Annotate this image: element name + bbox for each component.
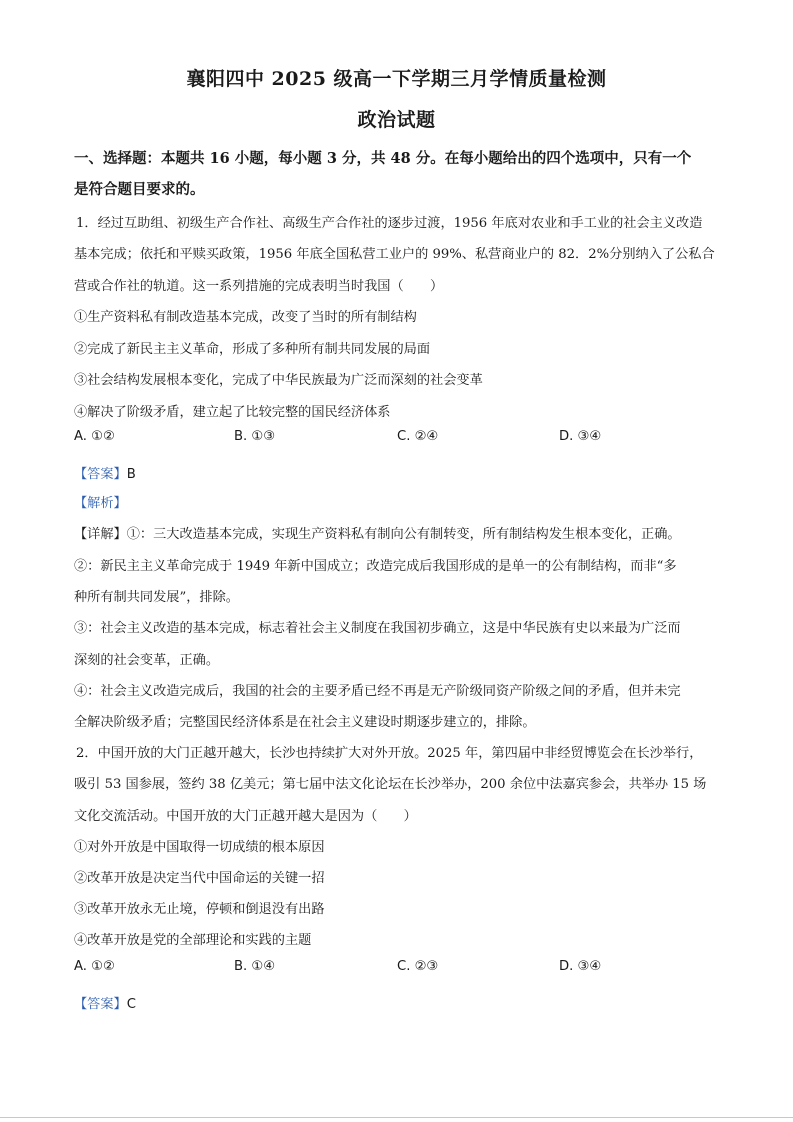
q2-answer-label: 【答案】	[74, 997, 127, 1012]
exam-title: 襄阳四中 2025 级高一下学期三月学情质量检测	[186, 68, 607, 90]
q1-option-b: B. ①③	[234, 429, 276, 444]
q1-detail-line-4: ③：社会主义改造的基本完成，标志着社会主义制度在我国初步确立，这是中华民族有史以来最为广泛而	[74, 621, 681, 636]
exam-subtitle: 政治试题	[357, 109, 436, 131]
q2-option-c: C. ②③	[397, 959, 439, 974]
q1-stem-line-3: 营或合作社的轨道。这一系列措施的完成表明当时我国（ ）	[74, 279, 444, 294]
q2-statement-2: ②改革开放是决定当代中国命运的关键一招	[74, 871, 325, 886]
q1-option-a: A. ①②	[74, 429, 115, 444]
q2-statement-1: ①对外开放是中国取得一切成绩的根本原因	[74, 840, 325, 855]
q2-stem-line-1: 2．中国开放的大门正越开越大，长沙也持续扩大对外开放。2025 年，第四届中非经贸博览会在长沙举行，	[76, 746, 703, 761]
q2-answer	[74, 993, 136, 1012]
q1-statement-3: ③社会结构发展根本变化，完成了中华民族最为广泛而深刻的社会变革	[74, 373, 483, 388]
q1-detail-line-5: 深刻的社会变革，正确。	[74, 653, 220, 668]
q2-answer-value: C	[126, 997, 136, 1012]
q1-detail-line-2: ②：新民主主义革命完成于 1949 年新中国成立；改造完成后我国形成的是单一的公有制结构，而非“多	[74, 559, 677, 574]
q1-analysis-heading	[74, 492, 127, 511]
q1-detail-line-6: ④：社会主义改造完成后，我国的社会的主要矛盾已经不再是无产阶级同资产阶级之间的矛盾，但并未完	[74, 684, 681, 699]
q2-stem-line-3: 文化交流活动。中国开放的大门正越开越大是因为（ ）	[74, 809, 417, 824]
q1-statement-1: ①生产资料私有制改造基本完成，改变了当时的所有制结构	[74, 310, 417, 325]
q1-answer	[74, 463, 136, 482]
q1-detail-text-1: ①：三大改造基本完成，实现生产资料私有制向公有制转变，所有制结构发生根本变化，正确。	[126, 527, 681, 542]
q1-detail-label: 【详解】	[74, 527, 127, 542]
q1-stem-line-1: 1．经过互助组、初级生产合作社、高级生产合作社的逐步过渡，1956 年底对农业和手工业的社会主义改造	[76, 216, 703, 231]
q2-statement-3: ③改革开放永无止境，停顿和倒退没有出路	[74, 902, 325, 917]
q1-detail-line-7: 全解决阶级矛盾；完整国民经济体系是在社会主义建设时期逐步建立的，排除。	[74, 715, 536, 730]
q2-stem-line-2: 吸引 53 国参展，签约 38 亿美元；第七届中法文化论坛在长沙举办，200 余位中法嘉宾参会，共举办 15 场	[74, 777, 707, 792]
q2-option-d: D. ③④	[559, 959, 602, 974]
q1-statement-2: ②完成了新民主主义革命，形成了多种所有制共同发展的局面	[74, 342, 431, 357]
q1-analysis-label: 【解析】	[74, 496, 127, 511]
q1-option-c: C. ②④	[397, 429, 439, 444]
q1-statement-4: ④解决了阶级矛盾，建立起了比较完整的国民经济体系	[74, 405, 391, 420]
section-heading-line-1: 一、选择题：本题共 16 小题，每小题 3 分，共 48 分。在每小题给出的四个选项中，只有一个	[74, 150, 692, 167]
q1-stem-line-2: 基本完成；依托和平赎买政策，1956 年底全国私营工业户的 99%、私营商业户的 82．2%分别纳入了公私合	[74, 247, 715, 262]
q2-statement-4: ④改革开放是党的全部理论和实践的主题	[74, 933, 312, 948]
section-heading-line-2: 是符合题目要求的。	[74, 181, 205, 198]
q1-option-d: D. ③④	[559, 429, 602, 444]
q1-detail-line-1	[74, 523, 734, 542]
q1-detail-line-3: 种所有制共同发展”，排除。	[74, 590, 239, 605]
page-bottom-divider	[0, 1117, 793, 1118]
q2-option-b: B. ①④	[234, 959, 276, 974]
q1-answer-value: B	[126, 467, 136, 482]
q2-option-a: A. ①②	[74, 959, 115, 974]
q1-answer-label: 【答案】	[74, 467, 127, 482]
